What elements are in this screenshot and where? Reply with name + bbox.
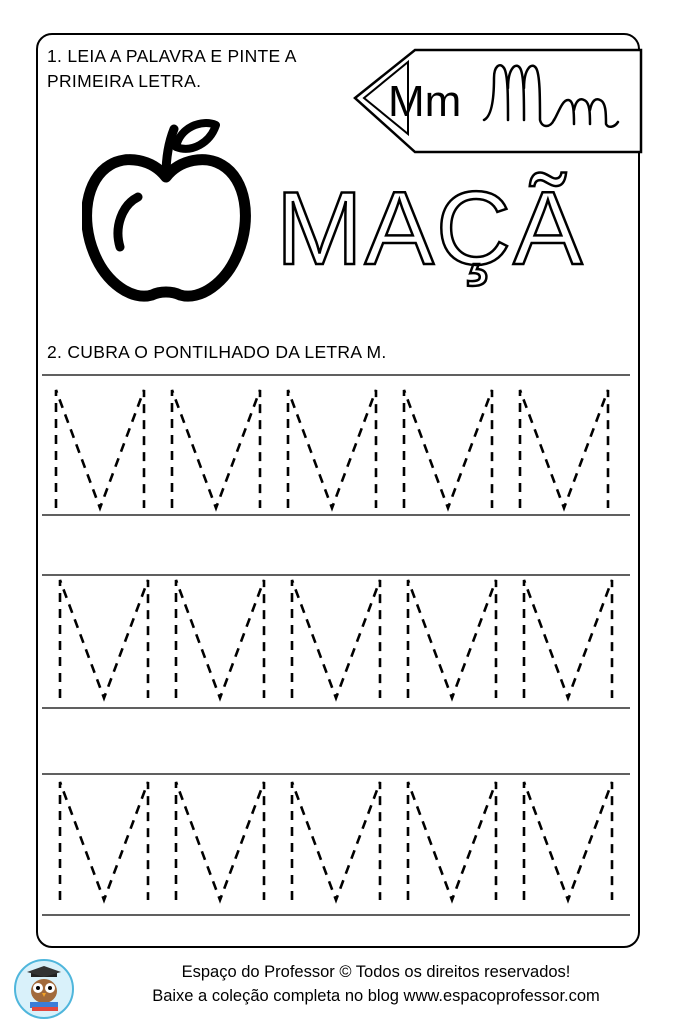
blog-line: Baixe a coleção completa no blog www.espacoprofessor.com (152, 987, 600, 1005)
dotted-letter-m[interactable] (60, 580, 148, 698)
apple-icon (82, 115, 252, 305)
letter-print: Mm (388, 77, 462, 126)
instruction-1: 1. LEIA A PALAVRA E PINTE A PRIMEIRA LETRA. (47, 46, 296, 91)
tracing-area (40, 370, 634, 922)
dotted-letter-m[interactable] (292, 580, 380, 698)
dotted-letter-m[interactable] (524, 580, 612, 698)
footer (96, 960, 656, 1008)
word-outline (274, 158, 620, 308)
instruction-2: 2. CUBRA O PONTILHADO DA LETRA M. (47, 342, 387, 362)
dotted-letter-m[interactable] (292, 782, 380, 900)
dotted-letter-m[interactable] (524, 782, 612, 900)
owl-logo (13, 958, 75, 1020)
dotted-letter-m[interactable] (520, 390, 608, 508)
dotted-letter-m[interactable] (408, 580, 496, 698)
dotted-letter-m[interactable] (176, 580, 264, 698)
letter-cursive (478, 58, 636, 134)
copyright-line: Espaço do Professor © Todos os direitos reservados! (181, 963, 571, 981)
dotted-letter-m[interactable] (408, 782, 496, 900)
dotted-letter-m[interactable] (288, 390, 376, 508)
dotted-letter-m[interactable] (60, 782, 148, 900)
dotted-letter-m[interactable] (404, 390, 492, 508)
dotted-letter-m[interactable] (172, 390, 260, 508)
dotted-letter-m[interactable] (56, 390, 144, 508)
dotted-letter-m[interactable] (176, 782, 264, 900)
svg-text:MAÇÃ: MAÇÃ (276, 171, 585, 287)
